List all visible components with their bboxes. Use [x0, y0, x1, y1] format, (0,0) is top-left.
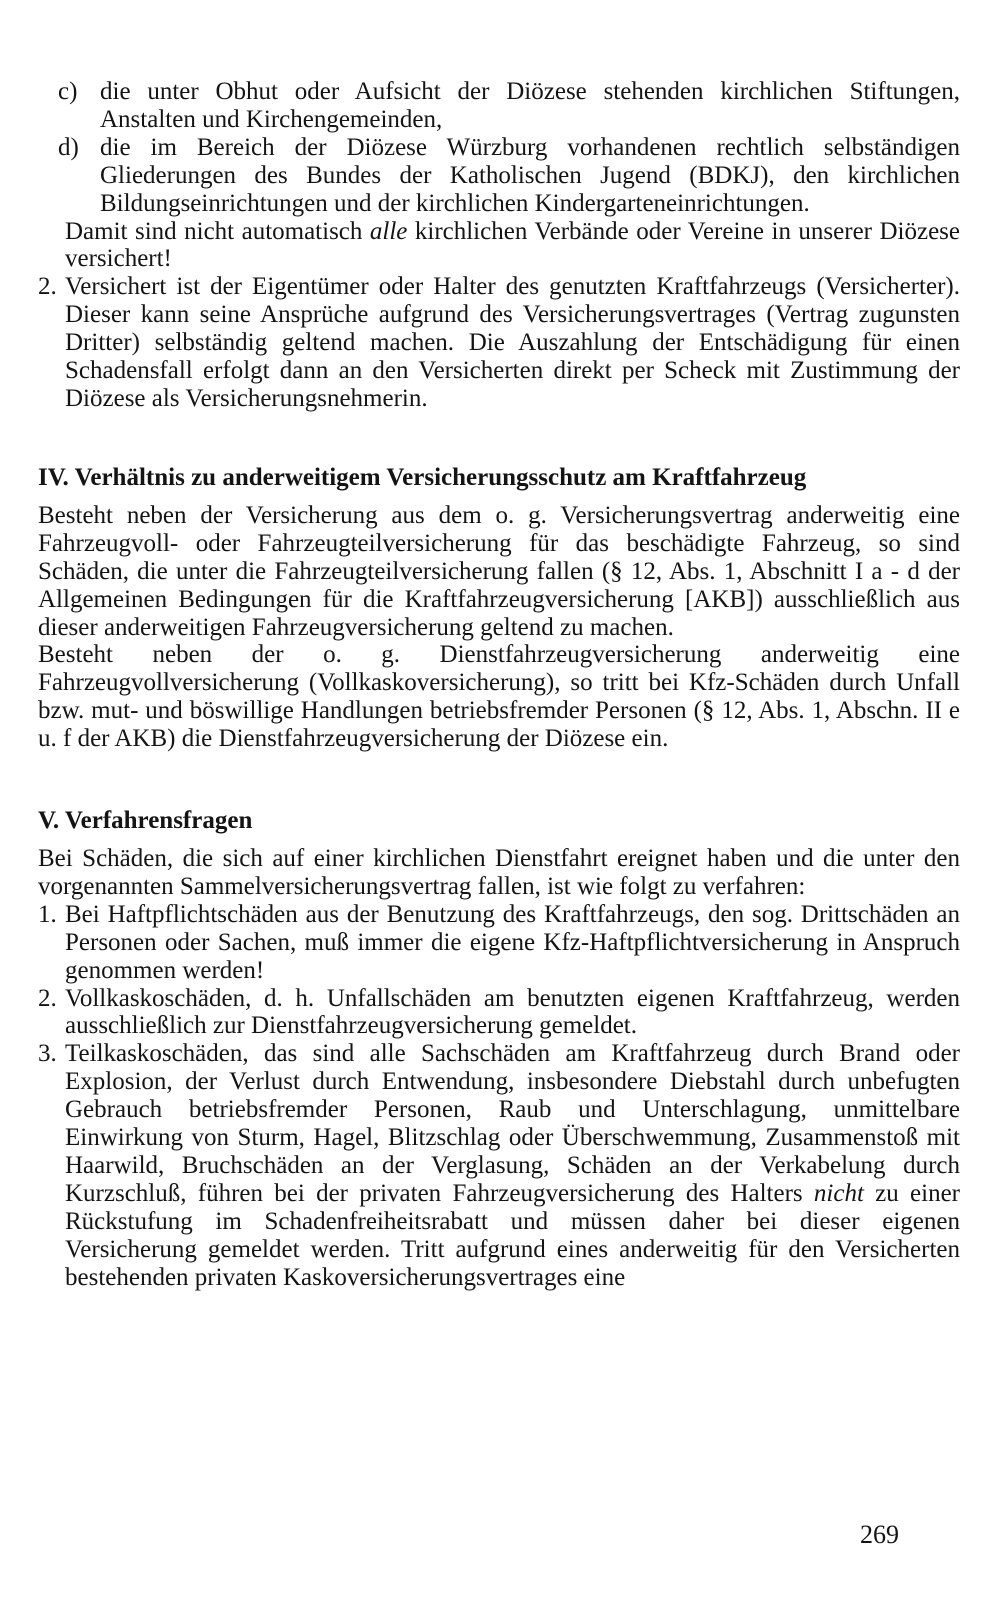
section-heading-iv: IV. Verhältnis zu anderweitigem Versicherungsschutz am Kraftfahrzeug [38, 463, 807, 491]
list-item-text: Versichert ist der Eigentümer oder Halter des genutzten Kraftfahrzeugs (Versicherter). Dieser kann seine Ansprüche aufgrund des Versicherungsvertrages (Vertrag zugunsten Dritter) selbständig geltend machen. Die Auszahlung der Entschädigung für einen Schadensfall erfolgt dann an den Versicherten direkt per Scheck mit Zustimmung der Diözese als Versicherungsnehmerin. [65, 273, 960, 412]
numbered-item-2 [38, 273, 960, 413]
list-marker: c) [58, 78, 78, 105]
page-number: 269 [860, 1520, 899, 1549]
insurance-note [38, 218, 960, 274]
list-item-text: die im Bereich der Diözese Würzburg vorhandenen rechtlich selbständigen Gliederungen des Bundes der Katholischen Jugend (BDKJ), den kirchlichen Bildungseinrichtungen und der kirchlichen Kindergarteneinrichtungen. [100, 133, 960, 217]
list-item-text: Bei Haftpflichtschäden aus der Benutzung des Kraftfahrzeugs, den sog. Drittschäden an Personen oder Sachen, muß immer die eigene Kfz-Haftpflichtversicherung in Anspruch genommen werden! [65, 900, 960, 984]
list-item-text: Vollkaskoschäden, d. h. Unfallschäden am benutzten eigenen Kraftfahrzeug, werden ausschließlich zur Dienstfahrzeugversicherung gemeldet. [65, 984, 960, 1040]
section-iv-paragraph-2: Besteht neben der o. g. Dienstfahrzeugversicherung anderweitig eine Fahrzeugvollversicherung (Vollkaskoversicherung), so tritt bei Kfz-Schäden durch Unfall bzw. mut- und böswillige Handlungen betriebsfremder Personen (§ 12, Abs. 1, Abschn. II e u. f der AKB) die Dienstfahrzeugversicherung der Diözese ein. [38, 641, 960, 753]
note-text-before: Damit sind nicht automatisch [65, 217, 370, 245]
section-iv-paragraph-1: Besteht neben der Versicherung aus dem o. g. Versicherungsvertrag anderweitig eine Fahrzeugvoll- oder Fahrzeugteilversicherung für das beschädigte Fahrzeug, so sind Schäden, die unter die Fahrzeugteilversicherung fallen (§ 12, Abs. 1, Abschnitt I a - d der Allgemeinen Bedingungen für die Kraftfahrzeugversicherung [AKB]) ausschließlich aus dieser anderweitigen Fahrzeugversicherung geltend zu machen. [38, 501, 960, 641]
list-item-text-after: zu einer Rückstufung im Schadenfreiheitsrabatt und müssen daher bei dieser eigenen Versicherung gemeldet werden. Tritt aufgrund eines anderweitig für den Versicherten bestehenden privaten Kaskoversicherungsvertrages eine [65, 1179, 961, 1291]
list-marker: 2. [38, 984, 57, 1012]
list-item-c [38, 78, 960, 134]
list-item-text-before: Teilkaskoschäden, das sind alle Sachschäden am Kraftfahrzeug durch Brand oder Explosion, der Verlust durch Entwendung, insbesondere Diebstahl durch unbefugten Gebrauch betriebsfremder Personen, Raub und Unterschlagung, unmittelbare Einwirkung von Sturm, Hagel, Blitzschlag oder Überschwemmung, Zusammenstoß mit Haarwild, Bruchschäden an der Verglasung, Schäden an der Verkabelung durch Kurzschluß, führen bei der privaten Fahrzeugversicherung des Halters [65, 1040, 960, 1207]
section-heading-v: V. Verfahrensfragen [38, 807, 253, 835]
list-marker: 1. [38, 900, 57, 928]
list-marker: d) [58, 133, 79, 161]
procedure-item-3 [38, 1040, 960, 1291]
note-text-after: kirchlichen Verbände oder Vereine in unserer Diözese versichert! [65, 217, 961, 273]
section-v-intro: Bei Schäden, die sich auf einer kirchlichen Dienstfahrt ereignet haben und die unter den vorgenannten Sammelversicherungsvertrag fallen, ist wie folgt zu verfahren: [38, 845, 960, 900]
list-marker: 2. [38, 273, 57, 301]
procedure-item-1 [38, 901, 960, 985]
procedure-item-2 [38, 985, 960, 1041]
list-item-d [38, 134, 960, 218]
list-item-emphasis: nicht [813, 1179, 864, 1207]
list-marker: 3. [38, 1040, 57, 1068]
note-emphasis: alle [369, 217, 408, 245]
text-column [38, 78, 960, 1292]
list-item-text: die unter Obhut oder Aufsicht der Diözese stehenden kirchlichen Stiftungen, Anstalten und Kirchengemeinden, [100, 78, 960, 133]
